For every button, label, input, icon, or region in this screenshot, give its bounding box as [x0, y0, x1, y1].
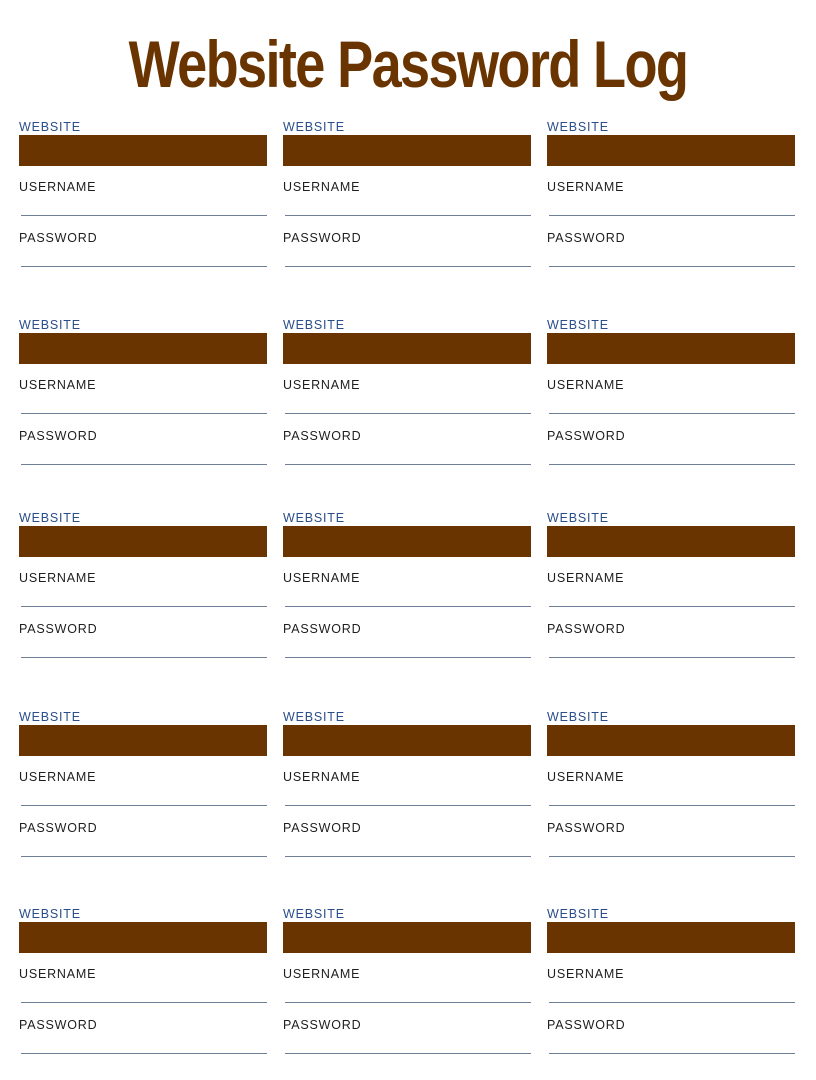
username-label: USERNAME — [283, 967, 361, 981]
password-entry-card — [283, 318, 531, 468]
password-entry-card — [547, 120, 795, 270]
website-field[interactable] — [547, 922, 795, 953]
username-label: USERNAME — [19, 967, 97, 981]
page-title: Website Password Log — [128, 27, 688, 101]
username-label: USERNAME — [547, 378, 625, 392]
website-field[interactable] — [547, 526, 795, 557]
password-entry-card — [19, 511, 267, 661]
username-field[interactable] — [21, 215, 267, 216]
password-field[interactable] — [21, 464, 267, 465]
password-field[interactable] — [549, 856, 795, 857]
username-field[interactable] — [549, 215, 795, 216]
website-field[interactable] — [547, 725, 795, 756]
password-label: PASSWORD — [19, 622, 98, 636]
password-field[interactable] — [549, 464, 795, 465]
website-field[interactable] — [547, 333, 795, 364]
website-label: WEBSITE — [547, 511, 609, 525]
username-field[interactable] — [285, 413, 531, 414]
username-label: USERNAME — [19, 180, 97, 194]
username-field[interactable] — [549, 805, 795, 806]
website-label: WEBSITE — [19, 511, 81, 525]
password-field[interactable] — [549, 266, 795, 267]
website-label: WEBSITE — [19, 907, 81, 921]
password-label: PASSWORD — [283, 821, 362, 835]
password-entry-card — [283, 511, 531, 661]
username-label: USERNAME — [547, 967, 625, 981]
password-field[interactable] — [21, 266, 267, 267]
username-field[interactable] — [549, 413, 795, 414]
password-entry-card — [547, 710, 795, 860]
website-label: WEBSITE — [547, 318, 609, 332]
username-label: USERNAME — [283, 378, 361, 392]
website-field[interactable] — [19, 135, 267, 166]
website-label: WEBSITE — [547, 907, 609, 921]
username-label: USERNAME — [547, 571, 625, 585]
password-entry-card — [19, 907, 267, 1057]
password-field[interactable] — [21, 856, 267, 857]
username-label: USERNAME — [19, 770, 97, 784]
password-entry-card — [283, 907, 531, 1057]
username-field[interactable] — [21, 805, 267, 806]
website-field[interactable] — [283, 922, 531, 953]
password-label: PASSWORD — [283, 622, 362, 636]
password-field[interactable] — [21, 1053, 267, 1054]
password-entry-card — [547, 907, 795, 1057]
password-label: PASSWORD — [19, 1018, 98, 1032]
password-label: PASSWORD — [547, 622, 626, 636]
password-entry-card — [19, 318, 267, 468]
username-field[interactable] — [285, 805, 531, 806]
username-label: USERNAME — [547, 770, 625, 784]
password-label: PASSWORD — [547, 1018, 626, 1032]
username-field[interactable] — [21, 413, 267, 414]
website-field[interactable] — [19, 725, 267, 756]
username-field[interactable] — [549, 606, 795, 607]
username-label: USERNAME — [283, 571, 361, 585]
password-label: PASSWORD — [19, 231, 98, 245]
website-label: WEBSITE — [19, 318, 81, 332]
password-label: PASSWORD — [283, 231, 362, 245]
password-label: PASSWORD — [283, 429, 362, 443]
username-label: USERNAME — [283, 180, 361, 194]
username-field[interactable] — [285, 1002, 531, 1003]
password-field[interactable] — [549, 1053, 795, 1054]
password-label: PASSWORD — [19, 821, 98, 835]
website-field[interactable] — [283, 135, 531, 166]
username-field[interactable] — [21, 1002, 267, 1003]
website-label: WEBSITE — [283, 120, 345, 134]
username-label: USERNAME — [19, 378, 97, 392]
password-field[interactable] — [285, 856, 531, 857]
password-entry-card — [547, 511, 795, 661]
website-field[interactable] — [283, 725, 531, 756]
website-field[interactable] — [19, 922, 267, 953]
website-label: WEBSITE — [283, 511, 345, 525]
website-label: WEBSITE — [547, 710, 609, 724]
username-field[interactable] — [285, 215, 531, 216]
password-field[interactable] — [285, 657, 531, 658]
website-field[interactable] — [19, 526, 267, 557]
password-entry-card — [547, 318, 795, 468]
website-label: WEBSITE — [547, 120, 609, 134]
password-label: PASSWORD — [547, 231, 626, 245]
password-label: PASSWORD — [547, 429, 626, 443]
password-field[interactable] — [21, 657, 267, 658]
password-entry-card — [19, 120, 267, 270]
password-label: PASSWORD — [547, 821, 626, 835]
password-field[interactable] — [285, 266, 531, 267]
website-field[interactable] — [283, 526, 531, 557]
password-entry-card — [283, 120, 531, 270]
username-label: USERNAME — [283, 770, 361, 784]
website-label: WEBSITE — [19, 120, 81, 134]
website-label: WEBSITE — [19, 710, 81, 724]
password-field[interactable] — [285, 1053, 531, 1054]
website-field[interactable] — [547, 135, 795, 166]
username-label: USERNAME — [19, 571, 97, 585]
password-label: PASSWORD — [283, 1018, 362, 1032]
password-entry-card — [283, 710, 531, 860]
website-field[interactable] — [19, 333, 267, 364]
website-label: WEBSITE — [283, 710, 345, 724]
website-label: WEBSITE — [283, 907, 345, 921]
username-field[interactable] — [21, 606, 267, 607]
username-field[interactable] — [549, 1002, 795, 1003]
website-field[interactable] — [283, 333, 531, 364]
password-field[interactable] — [285, 464, 531, 465]
password-field[interactable] — [549, 657, 795, 658]
website-label: WEBSITE — [283, 318, 345, 332]
username-label: USERNAME — [547, 180, 625, 194]
password-label: PASSWORD — [19, 429, 98, 443]
username-field[interactable] — [285, 606, 531, 607]
password-entry-card — [19, 710, 267, 860]
